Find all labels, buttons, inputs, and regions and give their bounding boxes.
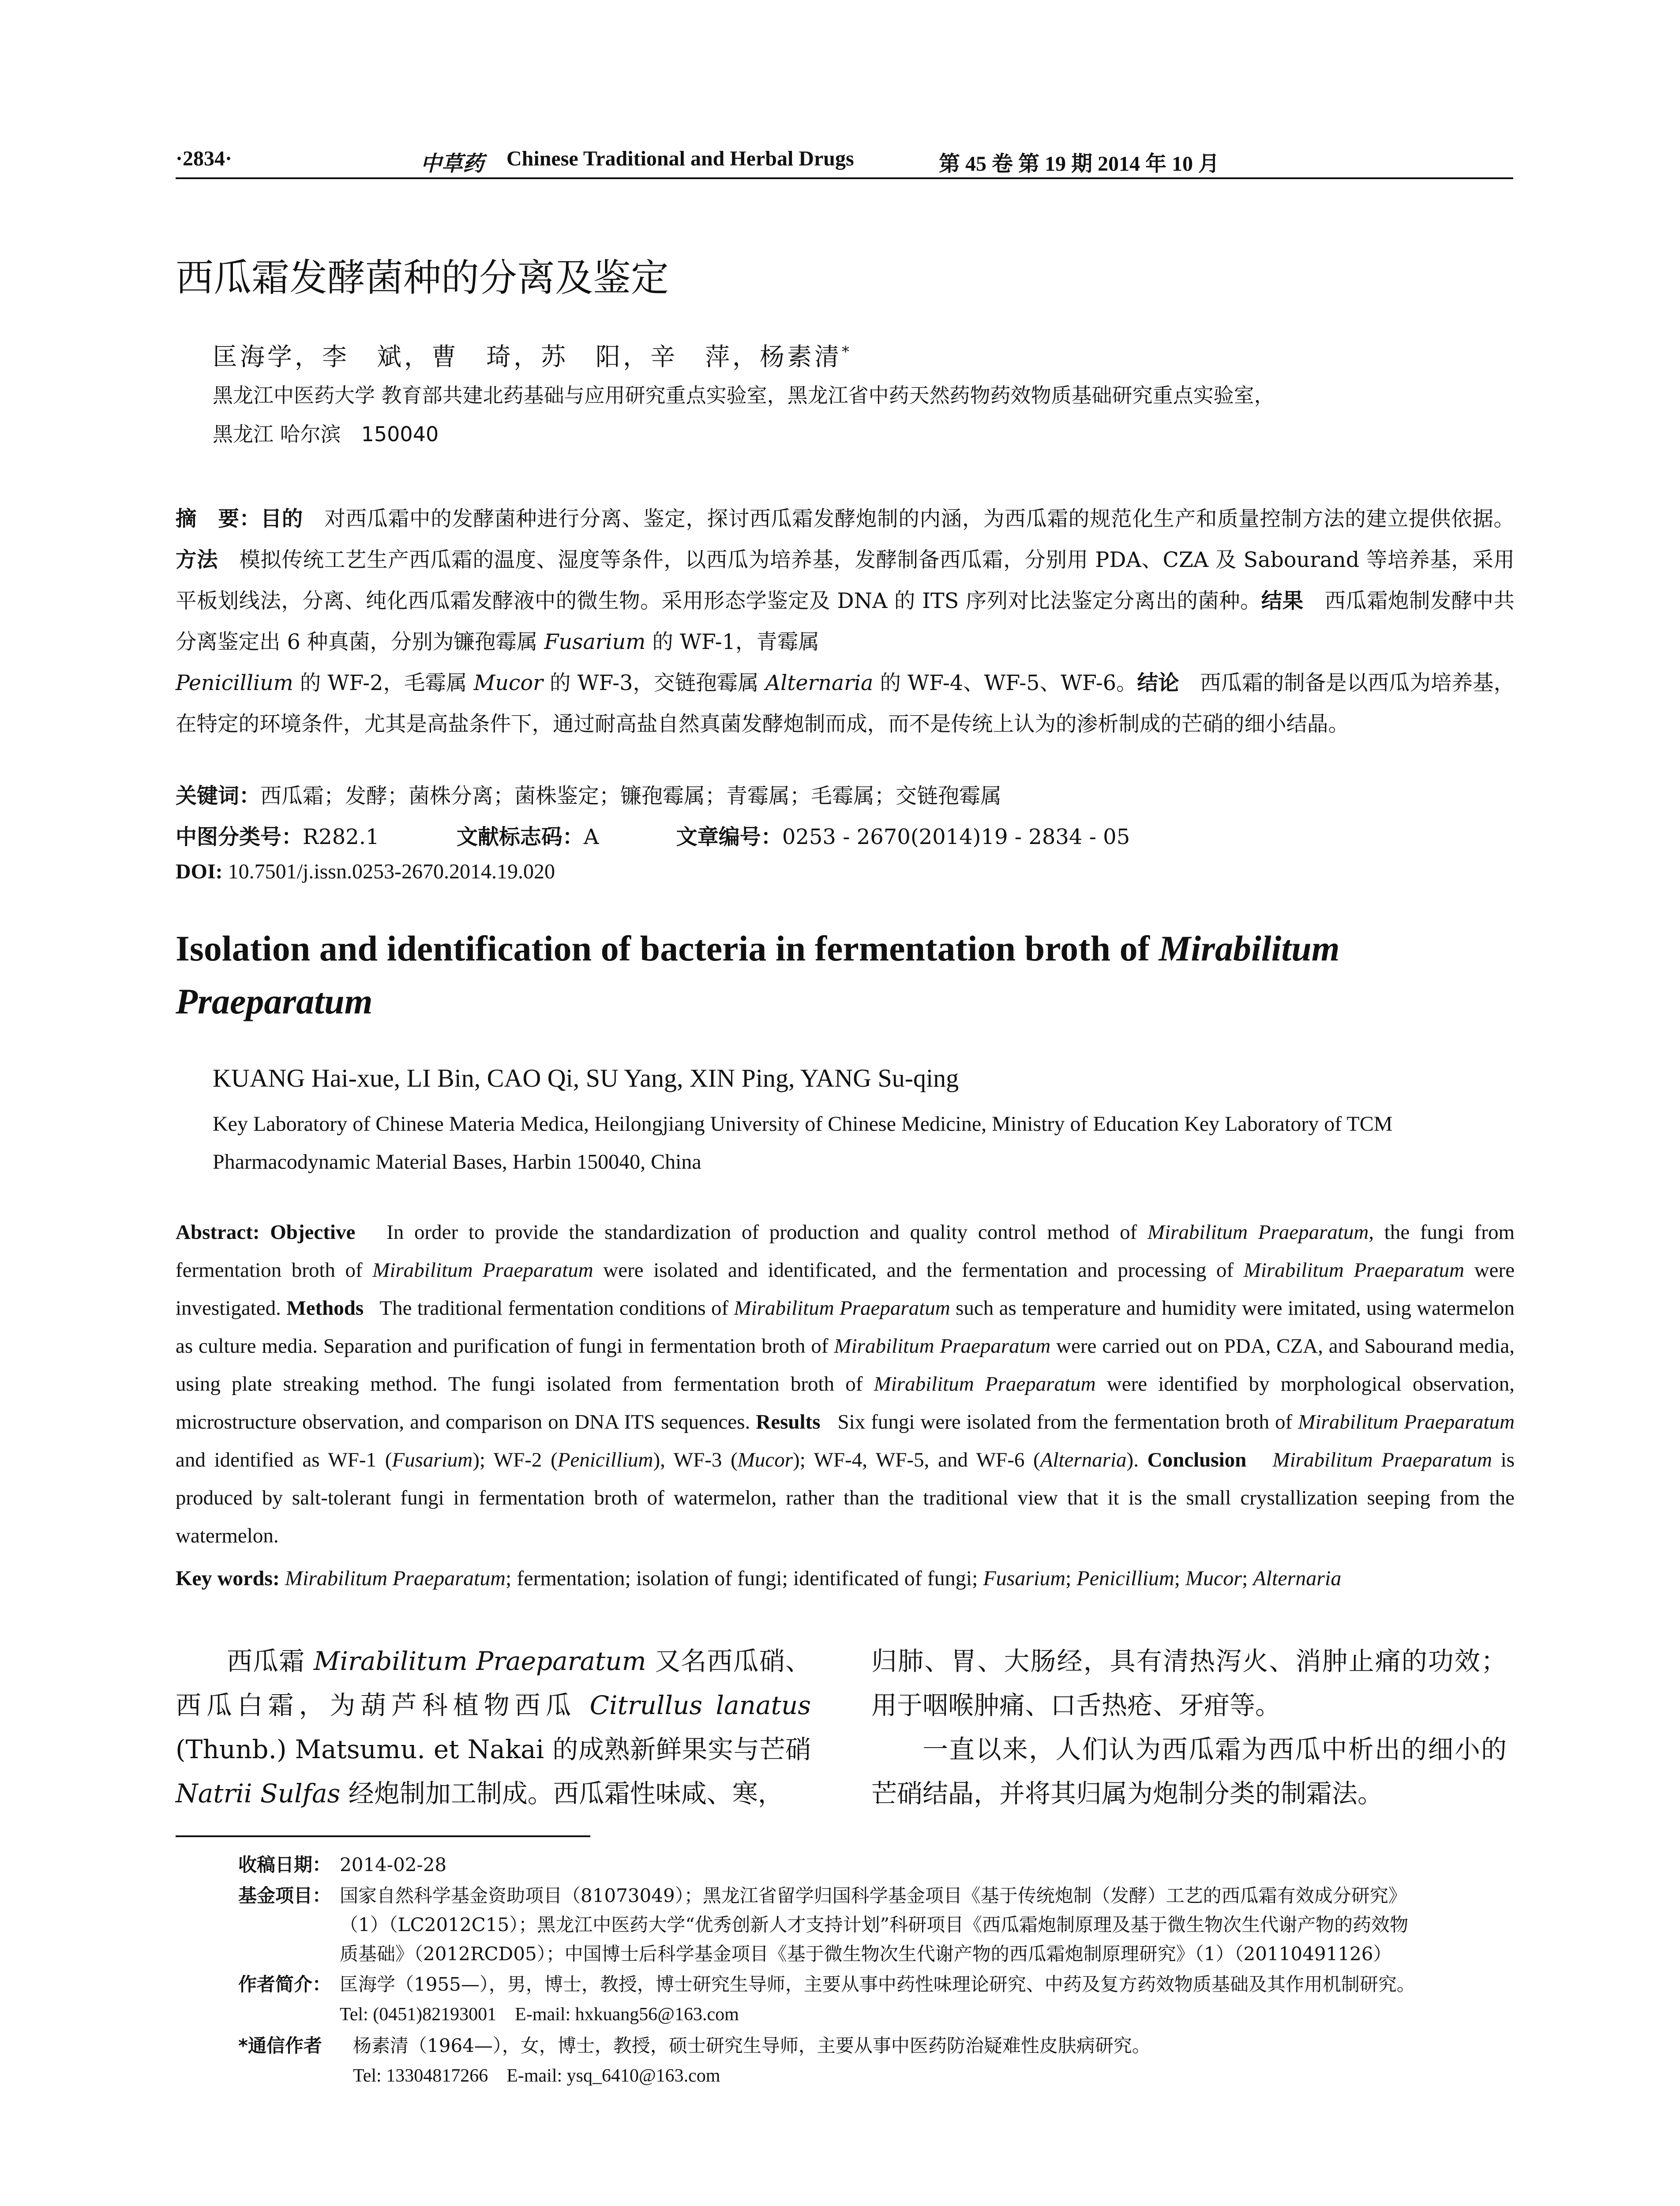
en-objective-label: Objective bbox=[270, 1221, 356, 1244]
footnote-fund bbox=[238, 1882, 1518, 1970]
author-contact: Tel: (0451)82193001 E-mail: hxkuang56@163.com bbox=[340, 2004, 739, 2025]
author-label: 作者简介： bbox=[238, 1973, 331, 1995]
keyword-separator: ; bbox=[1065, 1567, 1072, 1590]
en-results-label: Results bbox=[756, 1411, 821, 1433]
received-label: 收稿日期： bbox=[238, 1854, 331, 1876]
en-title-text: Isolation and identification of bacteria in fermentation broth of bbox=[176, 928, 1150, 968]
doi-value: 10.7501/j.issn.0253-2670.2014.19.020 bbox=[228, 860, 555, 883]
en-abstract-text: ); WF-2 ( bbox=[472, 1448, 558, 1471]
fund-line: 国家自然科学基金资助项目（81073049）；黑龙江省留学归国科学基金项目《基于传统炮制（发酵）工艺的西瓜霜有效成分研究》 bbox=[340, 1885, 1407, 1906]
body-text: 西瓜霜 bbox=[227, 1646, 305, 1676]
cn-objective-label: 目的 bbox=[260, 507, 304, 531]
en-abstract-text: ). bbox=[1126, 1448, 1139, 1471]
cn-keywords-text: 西瓜霜；发酵；菌株分离；菌株鉴定；镰孢霉属；青霉属；毛霉属；交链孢霉属 bbox=[260, 784, 1002, 808]
cn-conclusion: 西瓜霜的制备是以西瓜为培养基，在特定的环境条件，尤其是高盐条件下，通过耐高盐自然真菌发酵炮制而成，而不是传统上认为的渗析制成的芒硝的细小结晶。 bbox=[176, 671, 1515, 736]
doi-line bbox=[176, 859, 555, 884]
corresponding-label: *通信作者 bbox=[238, 2035, 322, 2056]
en-affiliation: Key Laboratory of Chinese Materia Medica, Heilongjiang University of Chinese Medicine, Ministry of Education Key Laboratory of TCM Pharmacodynamic Material Bases, Harbin 150040, China bbox=[213, 1112, 1393, 1174]
genus-name: Penicillium bbox=[557, 1448, 653, 1471]
en-title-italic: Mirabilitum bbox=[1159, 928, 1340, 968]
en-keywords bbox=[176, 1566, 1517, 1591]
en-abstract-text: were investigated. bbox=[176, 1259, 1515, 1320]
species-name: Mirabilitum Praeparatum bbox=[1272, 1448, 1492, 1471]
en-authors: KUANG Hai-xue, LI Bin, CAO Qi, SU Yang, XIN Ping, YANG Su-qing bbox=[213, 1064, 959, 1092]
genus-name: Fusarium bbox=[392, 1448, 473, 1471]
en-abstract-text: were carried out on PDA, CZA, and Sabourand media, using plate streaking method. The fungi isolated from fermentation broth of bbox=[176, 1335, 1515, 1396]
issue-info: 第 45 卷 第 19 期 2014 年 10 月 bbox=[939, 152, 1220, 176]
en-abstract-text: were isolated and identificated, and the fermentation and processing of bbox=[603, 1259, 1234, 1282]
cn-results: 的 WF-2，毛霉属 bbox=[300, 671, 467, 695]
body-text: 经炮制加工制成。西瓜霜性味咸、寒， bbox=[348, 1778, 784, 1808]
keyword: Mucor bbox=[1185, 1567, 1242, 1590]
en-conclusion-label: Conclusion bbox=[1147, 1448, 1247, 1471]
en-methods-label: Methods bbox=[286, 1297, 364, 1320]
article-no-value: 0253 - 2670(2014)19 - 2834 - 05 bbox=[782, 825, 1130, 849]
keyword: Penicillium bbox=[1076, 1567, 1174, 1590]
en-abstract-text: In order to provide the standardization of production and quality control method of bbox=[386, 1221, 1137, 1244]
species-name: Mirabilitum Praeparatum bbox=[1298, 1411, 1515, 1433]
fund-line: 质基础》（2012RCD05）；中国博士后科学基金项目《基于微生物次生代谢产物的西瓜霜炮制原理研究》（1）（20110491126） bbox=[340, 1943, 1392, 1965]
cn-abstract-label: 摘 要： bbox=[176, 507, 261, 531]
species-name: Mirabilitum Praeparatum bbox=[372, 1259, 593, 1282]
cn-keywords bbox=[176, 779, 1001, 809]
cn-results: 西瓜霜炮制发酵中共分离鉴定出 6 种真菌，分别为镰孢霉属 bbox=[176, 589, 1515, 654]
corresponding-mark: * bbox=[842, 343, 852, 361]
doi-label: DOI: bbox=[176, 860, 223, 883]
cn-affiliation-line-2: 黑龙江 哈尔滨 150040 bbox=[213, 422, 439, 446]
en-abstract-text: is produced by salt-tolerant fungi in fermentation broth of watermelon, rather than the traditional view that it is the small crystallization seeping from the watermelon. bbox=[176, 1448, 1515, 1547]
cn-results: 的 WF-4、WF-5、WF-6。 bbox=[880, 671, 1137, 695]
genus-name: Mucor bbox=[737, 1448, 793, 1471]
cn-results: 的 WF-1，青霉属 bbox=[652, 630, 819, 654]
clc-value: R282.1 bbox=[303, 825, 379, 849]
cn-genus: Mucor bbox=[473, 671, 543, 695]
species-name: Mirabilitum Praeparatum bbox=[834, 1335, 1051, 1358]
fund-line: （1）（LC2012C15）；黑龙江中医药大学“优秀创新人才支持计划”科研项目《西瓜霜炮制原理及基于微生物次生代谢产物的药效物 bbox=[340, 1914, 1409, 1936]
species-name: Mirabilitum Praeparatum bbox=[314, 1646, 646, 1676]
cn-conclusion-label: 结论 bbox=[1137, 671, 1179, 695]
en-abstract-text: ); WF-4, WF-5, and WF-6 ( bbox=[793, 1448, 1040, 1471]
species-name: Mirabilitum Praeparatum bbox=[734, 1297, 950, 1320]
en-abstract-text: ), WF-3 ( bbox=[653, 1448, 738, 1471]
doc-code-value: A bbox=[583, 825, 599, 849]
body-paragraph bbox=[176, 1639, 811, 1816]
corresponding-bio: 杨素清（1964—），女，博士，教授，硕士研究生导师，主要从事中医药防治疑难性皮肤病研究。 bbox=[353, 2035, 1151, 2056]
footnote-rule bbox=[176, 1835, 590, 1837]
cn-keywords-label: 关键词： bbox=[176, 784, 261, 808]
received-date: 2014-02-28 bbox=[340, 1854, 447, 1876]
keyword: ; fermentation; isolation of fungi; identificated of fungi; bbox=[505, 1567, 978, 1590]
en-abstract-text: Six fungi were isolated from the fermentation broth of bbox=[837, 1411, 1293, 1433]
en-abstract-text: such as temperature and humidity were imitated, using watermelon as culture media. Separation and purification of fungi in fermentation broth of bbox=[176, 1297, 1515, 1358]
journal-name-en: Chinese Traditional and Herbal Drugs bbox=[506, 147, 854, 170]
body-text: 又名西瓜硝、西瓜白霜，为葫芦科植物西瓜 bbox=[176, 1646, 811, 1720]
cn-title: 西瓜霜发酵菌种的分离及鉴定 bbox=[176, 256, 669, 300]
keyword: Alternaria bbox=[1253, 1567, 1342, 1590]
genus-name: Alternaria bbox=[1040, 1448, 1127, 1471]
keyword: Fusarium bbox=[983, 1567, 1066, 1590]
cn-genus: Penicillium bbox=[176, 671, 293, 695]
en-abstract-text: were identified by morphological observation, microstructure observation, and comparison on DNA ITS sequences. bbox=[176, 1373, 1515, 1433]
species-name: Mirabilitum Praeparatum bbox=[1147, 1221, 1369, 1244]
cn-affiliation-line-1: 黑龙江中医药大学 教育部共建北药基础与应用研究重点实验室，黑龙江省中药天然药物药效物质基础研究重点实验室， bbox=[213, 383, 1275, 407]
cn-results: 的 WF-3，交链孢霉属 bbox=[549, 671, 759, 695]
cn-author-list: 匡海学，李 斌，曹 琦，苏 阳，辛 萍，杨素清 bbox=[213, 343, 842, 371]
en-title bbox=[176, 922, 1517, 1028]
keyword: Mirabilitum Praeparatum bbox=[285, 1567, 506, 1590]
en-abstract bbox=[176, 1213, 1515, 1555]
article-no-label: 文章编号： bbox=[676, 825, 782, 849]
en-abstract-text: The traditional fermentation conditions of bbox=[379, 1297, 729, 1320]
body-text: (Thunb.) Matsumu. et Nakai 的成熟新鲜果实与芒硝 bbox=[176, 1734, 811, 1764]
page-number: ·2834· bbox=[176, 147, 232, 170]
en-abstract-label: Abstract: bbox=[176, 1221, 260, 1244]
running-header bbox=[176, 142, 1513, 177]
species-name: Natrii Sulfas bbox=[176, 1778, 341, 1808]
en-title-italic: Praeparatum bbox=[176, 981, 373, 1021]
footnote-received bbox=[238, 1851, 1518, 1882]
footnote-corresponding bbox=[238, 2032, 1518, 2093]
species-name: Citrullus lanatus bbox=[589, 1690, 811, 1720]
keyword-separator: ; bbox=[1241, 1567, 1248, 1590]
author-bio: 匡海学（1955—），男，博士，教授，博士研究生导师，主要从事中药性味理论研究、中药及复方药效物质基础及其作用机制研究。 bbox=[340, 1973, 1415, 1995]
cn-authors bbox=[213, 338, 852, 373]
cn-objective: 对西瓜霜中的发酵菌种进行分离、鉴定，探讨西瓜霜发酵炮制的内涵，为西瓜霜的规范化生产和质量控制方法的建立提供依据。 bbox=[324, 507, 1515, 531]
header-rule bbox=[176, 177, 1513, 179]
en-keywords-label: Key words: bbox=[176, 1567, 280, 1590]
cn-genus: Alternaria bbox=[765, 671, 874, 695]
cn-methods: 模拟传统工艺生产西瓜霜的温度、湿度等条件，以西瓜为培养基，发酵制备西瓜霜，分别用 PDA、CZA 及 Sabourand 等培养基，采用平板划线法，分离、纯化西瓜霜发酵液中的微生物。采用形态学鉴定及 DNA 的 ITS 序列对比法鉴定分离出的菌种。 bbox=[176, 548, 1515, 613]
species-name: Mirabilitum Praeparatum bbox=[1243, 1259, 1465, 1282]
clc-label: 中图分类号： bbox=[176, 825, 303, 849]
footnote-author bbox=[238, 1970, 1518, 2032]
keyword-separator: ; bbox=[1174, 1567, 1181, 1590]
corresponding-contact: Tel: 13304817266 E-mail: ysq_6410@163.com bbox=[353, 2066, 720, 2086]
body-paragraph: 一直以来，人们认为西瓜霜为西瓜中析出的细小的芒硝结晶，并将其归属为炮制分类的制霜法。 bbox=[871, 1734, 1507, 1808]
journal-name-cn: 中草药 bbox=[420, 151, 484, 176]
body-column-left bbox=[176, 1639, 811, 1816]
body-paragraph: 归肺、胃、大肠经，具有清热泻火、消肿止痛的功效；用于咽喉肿痛、口舌热疮、牙疳等。 bbox=[871, 1646, 1507, 1720]
cn-results-label: 结果 bbox=[1261, 589, 1304, 613]
species-name: Mirabilitum Praeparatum bbox=[874, 1373, 1096, 1396]
cn-methods-label: 方法 bbox=[176, 548, 218, 572]
fund-label: 基金项目： bbox=[238, 1885, 331, 1906]
cn-classification bbox=[176, 820, 1130, 850]
body-column-right bbox=[871, 1639, 1507, 1816]
en-abstract-text: , the fungi from fermentation broth of bbox=[176, 1221, 1515, 1282]
cn-abstract bbox=[176, 499, 1515, 745]
en-abstract-text: and identified as WF-1 ( bbox=[176, 1448, 392, 1471]
cn-genus: Fusarium bbox=[544, 630, 646, 654]
doc-code-label: 文献标志码： bbox=[456, 825, 584, 849]
